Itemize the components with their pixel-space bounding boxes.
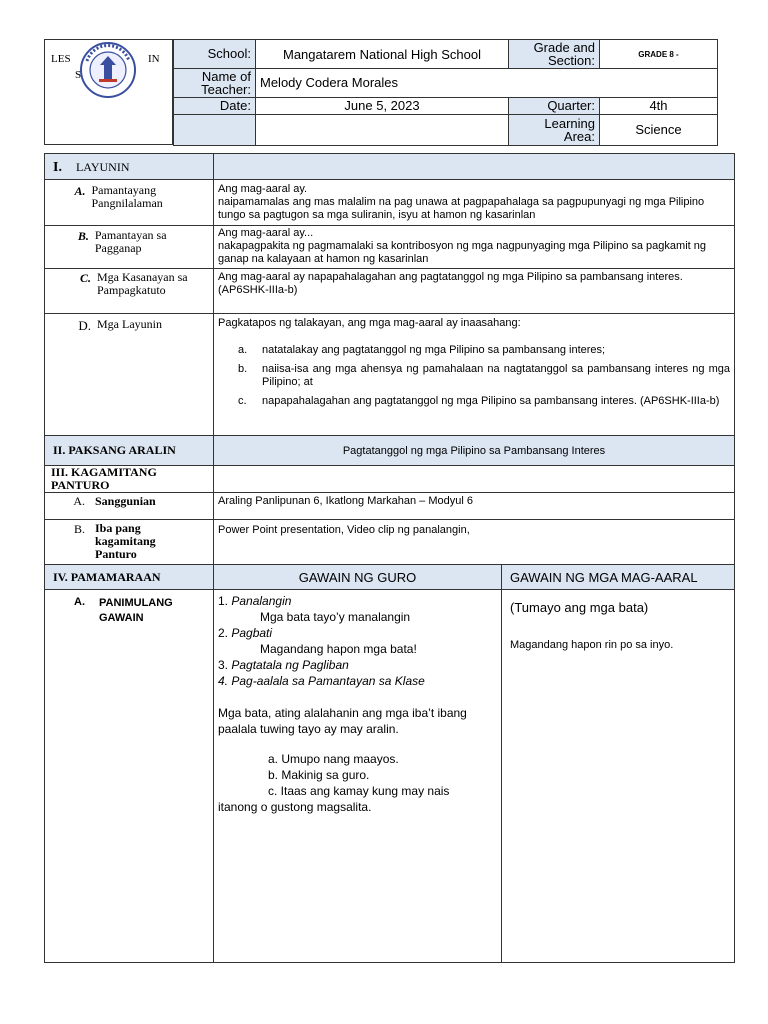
row-3b-letter: B. <box>73 522 85 536</box>
row-c-label-cell <box>45 269 214 314</box>
header-block <box>44 39 717 145</box>
row-3a-label-cell <box>45 493 214 520</box>
row-d-intro: Pagkatapos ng talakayan, ang mga mag-aaral ay inaasahang: <box>218 317 521 329</box>
section-3-fill <box>214 466 735 493</box>
rule-c-continued: itanong o gustong magsalita. <box>218 800 372 814</box>
row-3b-value: Power Point presentation, Video clip ng panalangin, <box>214 520 735 565</box>
section-1-title: LAYUNIN <box>75 159 130 174</box>
objective-letter: b. <box>238 363 248 375</box>
row-a-letter: A. <box>74 184 86 198</box>
student-activities-cell <box>502 590 735 963</box>
step-2-number: 2. <box>218 626 229 640</box>
step-1-number: 1. <box>218 594 229 608</box>
row-b-letter: B. <box>77 229 89 243</box>
row-3b-label: Iba pang kagamitang Panturo <box>95 521 156 561</box>
rule-c: c. Itaas ang kamay kung may nais <box>268 784 450 798</box>
row-3b-label-cell <box>45 520 214 565</box>
step-3-number: 3. <box>218 658 229 672</box>
row-3a-value: Araling Panlipunan 6, Ikatlong Markahan – Modyul 6 <box>214 493 735 520</box>
row-c-label: Mga Kasanayan sa Pampagkatuto <box>97 270 188 297</box>
row-3a-label: Sanggunian <box>95 494 156 508</box>
step-2 <box>218 625 497 641</box>
step-2-title: Pagbati <box>231 626 273 640</box>
row-a-text1: Ang mag-aaral ay. <box>218 183 308 195</box>
objective-text: napapahalagahan ang pagtatanggol ng mga Pilipino sa pambansang interes. (AP6SHK-IIIa-b) <box>262 395 720 407</box>
student-response-1: (Tumayo ang mga bata) <box>510 600 649 615</box>
step-1-title: Panalangin <box>231 594 292 608</box>
logo-text-right: IN <box>148 53 160 65</box>
student-response-2: Magandang hapon rin po sa inyo. <box>510 639 674 651</box>
row-4a-label: PANIMULANG GAWAIN <box>99 597 173 624</box>
rule-b: b. Makinig sa guro. <box>268 768 370 782</box>
step-1-text: Mga bata tayo’y manalangin <box>260 610 411 624</box>
standards-paragraph: Mga bata, ating alalahanin ang mga iba’t ibang paalala tuwing tayo ay may aralin. <box>218 706 467 736</box>
area-label: Learning Area: <box>509 115 600 146</box>
section-4-heading: IV. PAMAMARAAN <box>45 565 214 590</box>
section-2-heading: II. PAKSANG ARALIN <box>45 436 214 466</box>
row-b-text1: Ang mag-aaral ay... <box>218 227 314 239</box>
grade-value: GRADE 8 - <box>600 40 718 69</box>
row-d-content <box>214 314 735 436</box>
section-1-fill <box>214 154 735 180</box>
school-value: Mangatarem National High School <box>256 40 509 69</box>
logo-text-left: LES <box>51 53 71 65</box>
row-4a-label-cell <box>45 590 214 963</box>
blank-value-cell <box>256 115 509 146</box>
blank-label-cell <box>174 115 256 146</box>
grade-label: Grade and Section: <box>509 40 600 69</box>
objective-letter: a. <box>238 344 248 356</box>
rule-a: a. Umupo nang maayos. <box>268 752 399 766</box>
objective-text: naiisa-isa ang mga ahensya ng pamahalaan na nagtatanggol sa pambansang interes ng mga Pilipino; at <box>262 363 730 388</box>
row-a-label-cell <box>45 180 214 226</box>
logo-area <box>44 39 173 145</box>
step-3-title: Pagtatala ng Pagliban <box>231 658 349 672</box>
row-a-label: Pamantayang Pangnilalaman <box>91 183 163 210</box>
date-value: June 5, 2023 <box>256 98 509 115</box>
row-4a-letter: A. <box>74 596 85 608</box>
lesson-plan-table <box>44 153 735 963</box>
step-2-text: Magandang hapon mga bata! <box>260 642 417 656</box>
teacher-activities-cell <box>214 590 502 963</box>
row-d-label-cell <box>45 314 214 436</box>
row-c-letter: C. <box>79 271 91 285</box>
row-a-content <box>214 180 735 226</box>
teacher-value: Melody Codera Morales <box>256 69 718 98</box>
row-d-letter: D. <box>78 318 91 333</box>
objective-item <box>218 395 730 408</box>
row-b-text2: nakapagpakita ng pagmamalaki sa kontribosyon ng mga nagpunyaging mga Pilipino sa pagkamit ng ganap na kalayaan at hamon ng kasarinlan <box>218 240 706 265</box>
area-value: Science <box>600 115 718 146</box>
logo-text-under: S <box>75 69 82 81</box>
objective-item <box>218 344 730 357</box>
row-c-text: Ang mag-aaral ay napapahalagahan ang pagtatanggol ng mga Pilipino sa pambansang interes. (AP6SHK-IIIa-b) <box>218 271 683 296</box>
students-column-header: GAWAIN NG MGA MAG-AARAL <box>502 565 735 590</box>
school-label: School: <box>174 40 256 69</box>
section-1-heading <box>45 154 214 180</box>
deped-seal-logo <box>79 41 137 99</box>
date-label: Date: <box>174 98 256 115</box>
teacher-label: Name of Teacher: <box>174 69 256 98</box>
row-c-content <box>214 269 735 314</box>
step-3 <box>218 657 497 673</box>
objective-letter: c. <box>238 395 247 407</box>
row-b-content <box>214 226 735 269</box>
section-1-number: I. <box>53 159 62 175</box>
row-a-text2: naipamamalas ang mas malalim na pag unawa at pagpapahalaga sa pagpupunyagi ng mga Pilipino tungo sa pagtugon sa mga suliranin, isyu at hamon ng kasarinlan <box>218 196 705 221</box>
section-3-heading: III. KAGAMITANG PANTURO <box>45 466 214 493</box>
row-3a-letter: A. <box>73 494 85 508</box>
row-d-label: Mga Layunin <box>97 317 162 331</box>
row-b-label-cell <box>45 226 214 269</box>
quarter-label: Quarter: <box>509 98 600 115</box>
section-2-topic: Pagtatanggol ng mga Pilipino sa Pambansang Interes <box>214 436 735 466</box>
row-b-label: Pamantayan sa Pagganap <box>94 228 167 255</box>
header-info-table <box>173 39 718 146</box>
objective-item <box>218 363 730 389</box>
step-4-title: 4. Pag-aalala sa Pamantayan sa Klase <box>218 674 425 688</box>
objective-text: natatalakay ang pagtatanggol ng mga Pilipino sa pambansang interes; <box>262 344 606 356</box>
quarter-value: 4th <box>600 98 718 115</box>
step-1 <box>218 593 497 609</box>
teacher-column-header: GAWAIN NG GURO <box>214 565 502 590</box>
